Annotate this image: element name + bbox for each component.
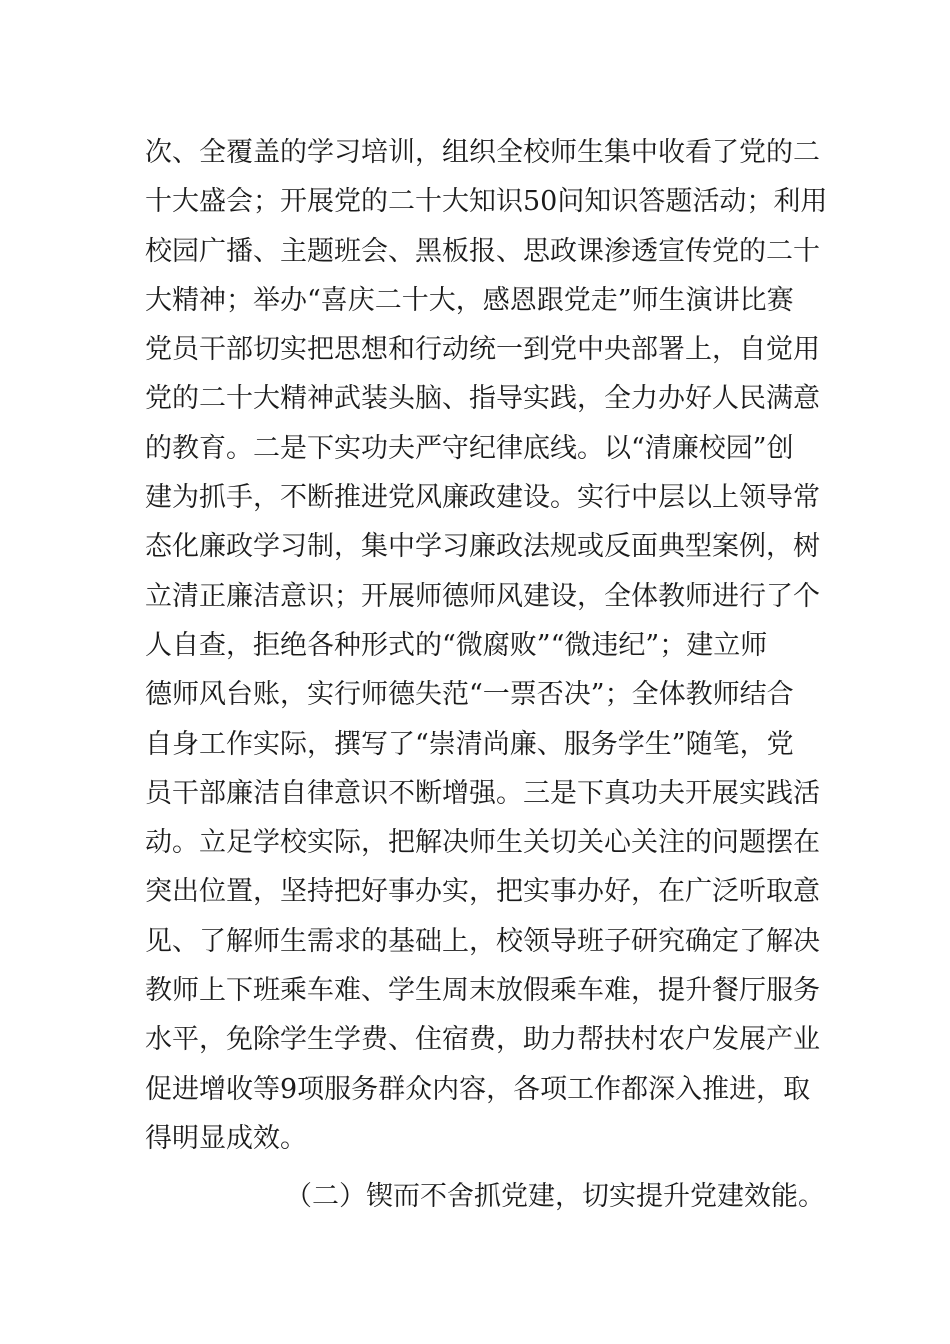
paragraph-line: 立清正廉洁意识；开展师德师风建设，全体教师进行了个 [145, 580, 820, 612]
paragraph-line: 人自查，拒绝各种形式的“微腐败”“微违纪”；建立师 [145, 629, 768, 661]
paragraph-line: 突出位置，坚持把好事办实，把实事办好，在广泛听取意 [145, 876, 820, 908]
paragraph-line: 十大盛会；开展党的二十大知识50问知识答题活动；利用 [145, 186, 828, 218]
paragraph-line: 见、了解师生需求的基础上，校领导班子研究确定了解决 [145, 925, 820, 957]
body-paragraph [145, 128, 828, 1163]
paragraph-line: 校园广播、主题班会、黑板报、思政课渗透宣传党的二十 [145, 235, 820, 267]
section-subheading: （二）锲而不舍抓党建，切实提升党建效能。 [285, 1181, 825, 1212]
paragraph-line: 水平，免除学生学费、住宿费，助力帮扶村农户发展产业 [145, 1024, 820, 1056]
paragraph-line: 态化廉政学习制，集中学习廉政法规或反面典型案例，树 [145, 531, 820, 563]
paragraph-line: 自身工作实际，撰写了“崇清尚廉、服务学生”随笔，党 [145, 728, 794, 760]
paragraph-line: 党员干部切实把思想和行动统一到党中央部署上，自觉用 [145, 334, 820, 366]
paragraph-line: 促进增收等9项服务群众内容，各项工作都深入推进，取 [145, 1073, 811, 1105]
paragraph-line: 建为抓手，不断推进党风廉政建设。实行中层以上领导常 [145, 482, 820, 514]
paragraph-line: 的教育。二是下实功夫严守纪律底线。以“清廉校园”创 [145, 432, 794, 464]
paragraph-line: 党的二十大精神武装头脑、指导实践，全力办好人民满意 [145, 383, 820, 415]
paragraph-line: 次、全覆盖的学习培训，组织全校师生集中收看了党的二 [145, 137, 820, 168]
paragraph-line: 得明显成效。 [145, 1122, 307, 1154]
paragraph-line: 大精神；举办“喜庆二十大，感恩跟党走”师生演讲比赛 [145, 284, 794, 316]
paragraph-line: 德师风台账，实行师德失范“一票否决”；全体教师结合 [145, 679, 794, 711]
paragraph-line: 教师上下班乘车难、学生周末放假乘车难，提升餐厅服务 [145, 975, 820, 1007]
paragraph-line: 动。立足学校实际，把解决师生关切关心关注的问题摆在 [145, 827, 820, 859]
paragraph-line: 员干部廉洁自律意识不断增强。三是下真功夫开展实践活 [145, 777, 820, 809]
